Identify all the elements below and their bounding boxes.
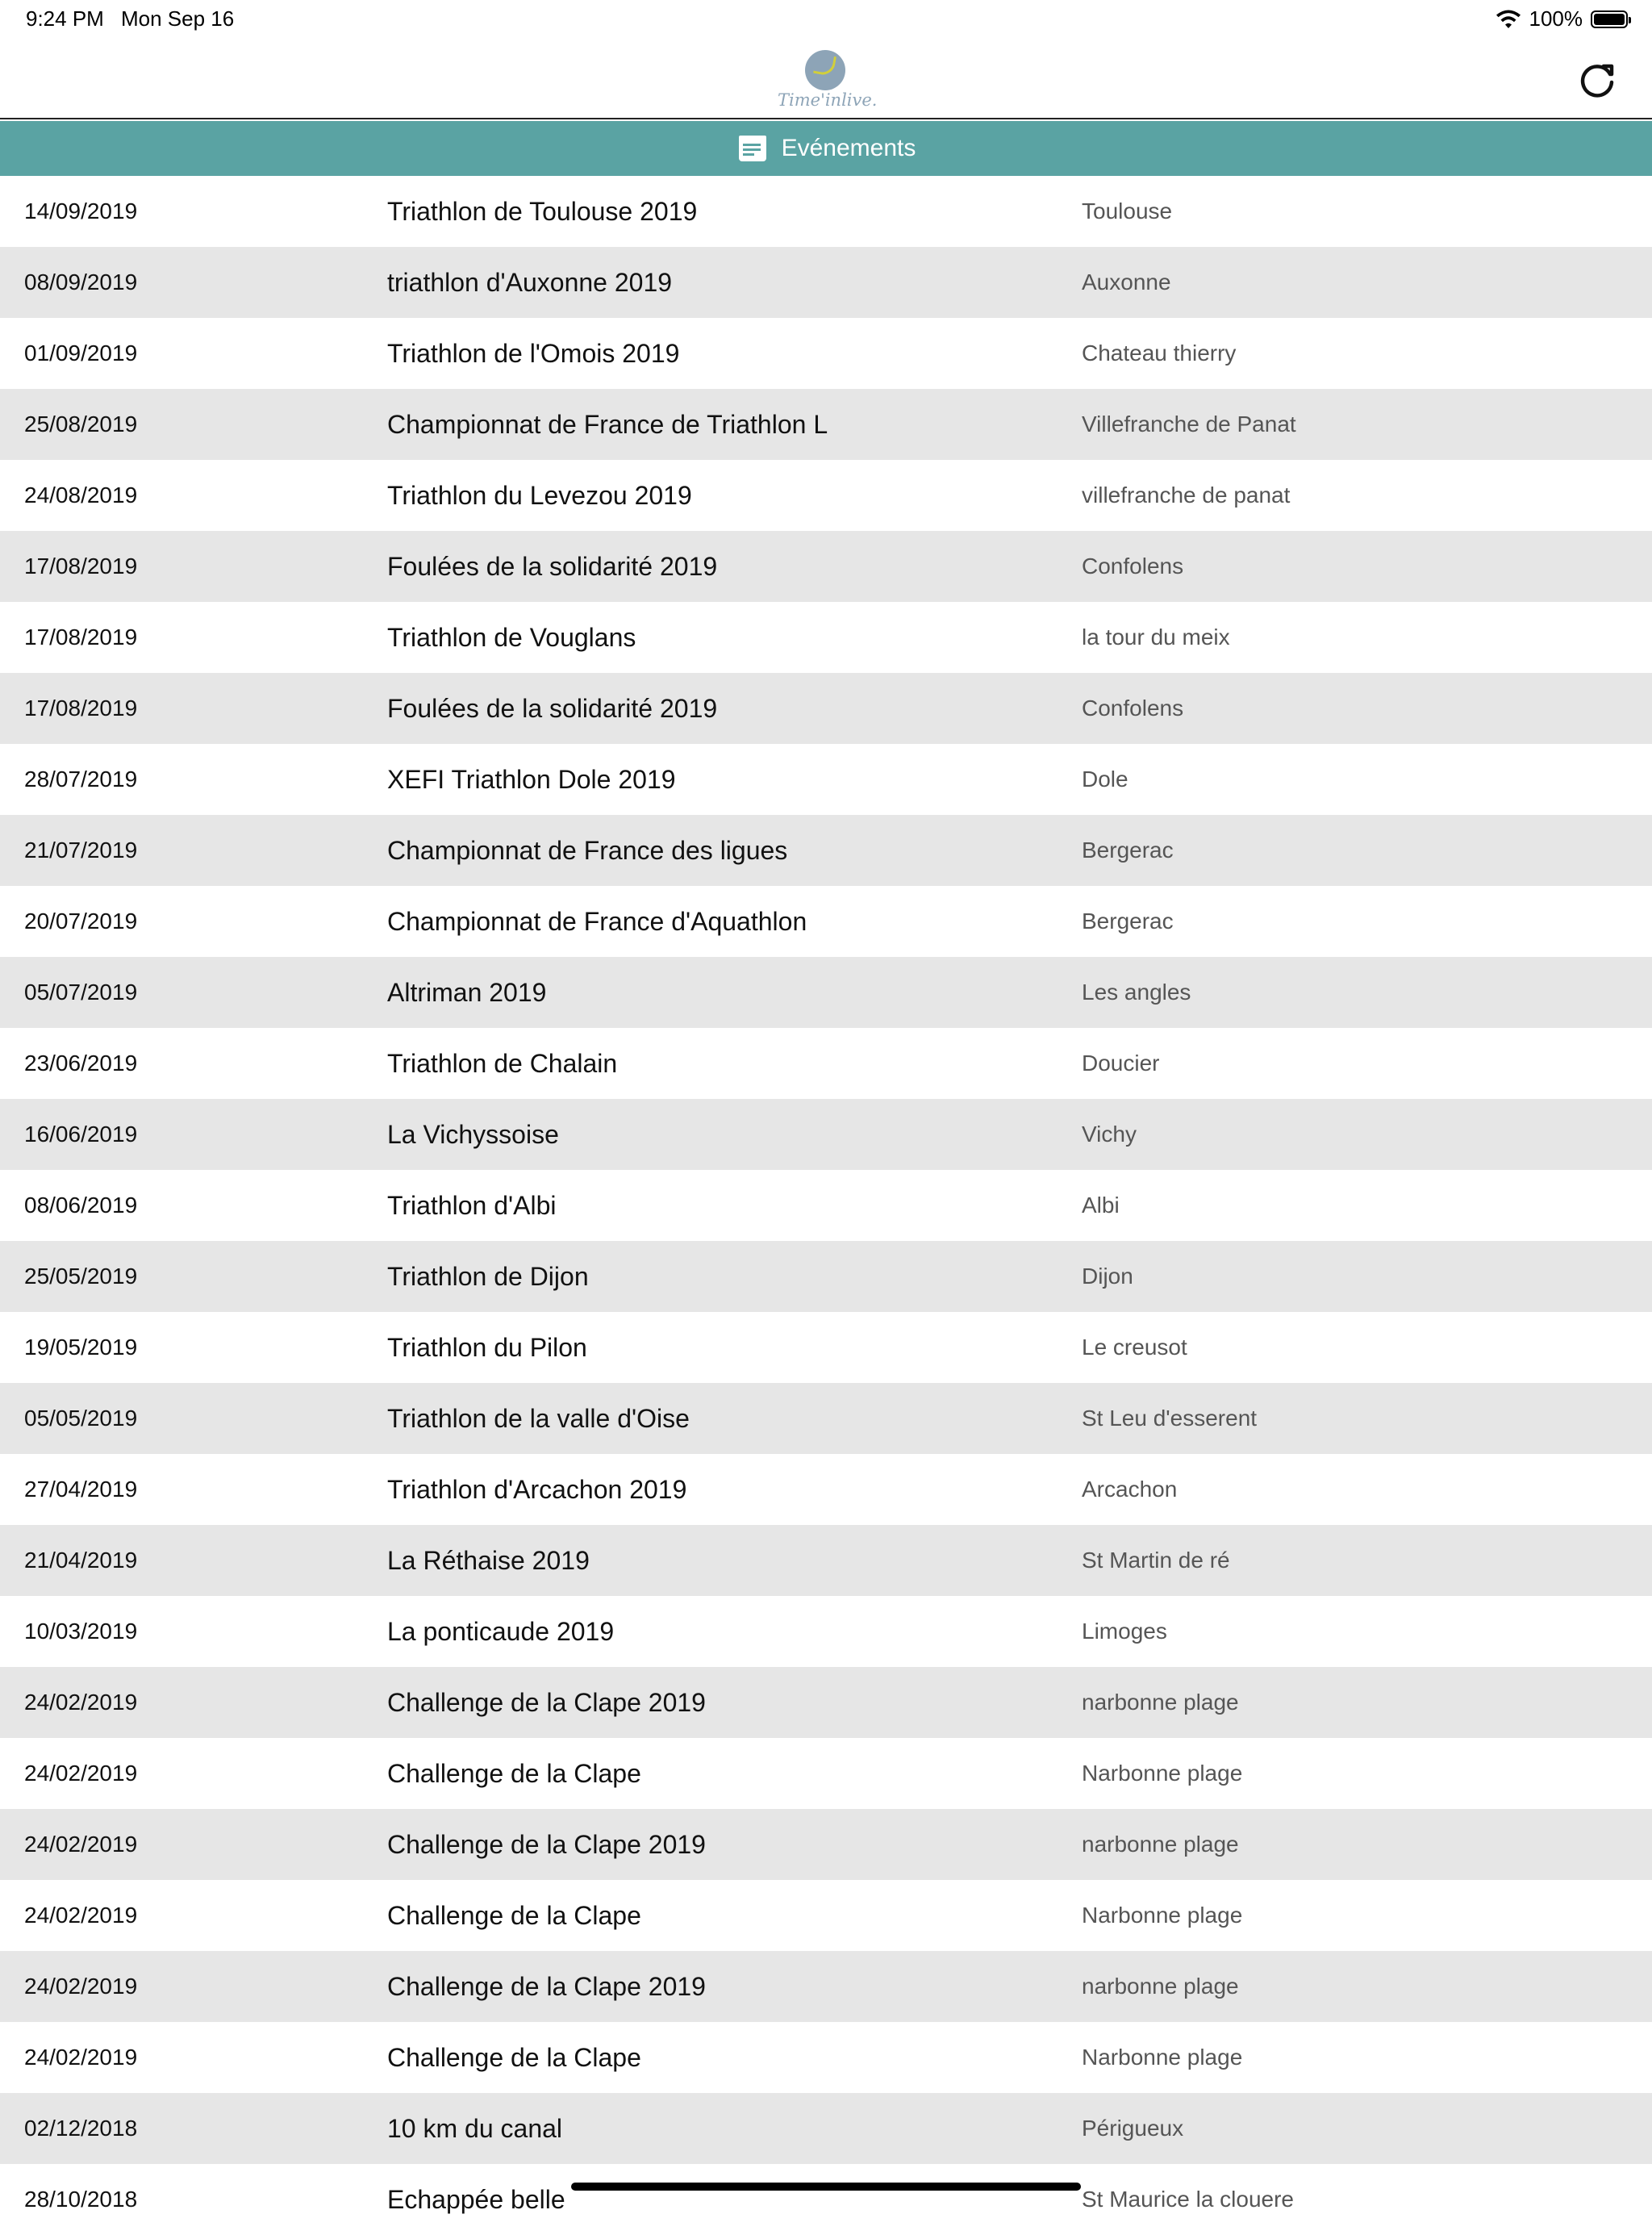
- event-city: Les angles: [1082, 980, 1191, 1005]
- event-city: Auxonne: [1082, 269, 1171, 295]
- event-name: Championnat de France des ligues: [387, 836, 788, 865]
- event-row[interactable]: [0, 531, 1652, 602]
- event-name: Foulées de la solidarité 2019: [387, 552, 718, 581]
- event-row[interactable]: [0, 602, 1652, 673]
- event-date: 08/06/2019: [24, 1193, 138, 1218]
- event-date: 24/02/2019: [24, 1974, 138, 1999]
- event-city: Albi: [1082, 1193, 1120, 1218]
- event-list: [0, 176, 1652, 2235]
- event-city: narbonne plage: [1082, 1974, 1239, 1999]
- event-date: 25/08/2019: [24, 411, 138, 437]
- event-city: Vichy: [1082, 1122, 1137, 1147]
- event-name: Challenge de la Clape: [387, 1901, 641, 1930]
- event-name: Triathlon de la valle d'Oise: [387, 1404, 690, 1433]
- app-logo: [778, 50, 878, 115]
- event-date: 01/09/2019: [24, 340, 138, 366]
- event-row[interactable]: [0, 318, 1652, 389]
- event-row[interactable]: [0, 1099, 1652, 1170]
- event-row[interactable]: [0, 886, 1652, 957]
- event-name: Foulées de la solidarité 2019: [387, 694, 718, 723]
- event-date: 05/05/2019: [24, 1406, 138, 1431]
- events-list-icon: [736, 132, 769, 165]
- event-row[interactable]: [0, 176, 1652, 247]
- event-date: 27/04/2019: [24, 1477, 138, 1502]
- event-city: Confolens: [1082, 554, 1184, 579]
- event-city: Bergerac: [1082, 909, 1174, 934]
- event-date: 24/02/2019: [24, 1832, 138, 1857]
- event-name: Championnat de France d'Aquathlon: [387, 907, 807, 936]
- event-city: narbonne plage: [1082, 1690, 1239, 1715]
- event-name: Echappée belle: [387, 2185, 565, 2214]
- event-date: 21/07/2019: [24, 838, 138, 863]
- home-indicator[interactable]: [571, 2183, 1081, 2191]
- status-bar: [0, 0, 1652, 39]
- event-city: Toulouse: [1082, 198, 1173, 224]
- status-date: Mon Sep 16: [121, 6, 235, 31]
- event-row[interactable]: [0, 744, 1652, 815]
- event-date: 17/08/2019: [24, 625, 138, 650]
- event-name: Triathlon d'Arcachon 2019: [387, 1475, 687, 1504]
- event-row[interactable]: [0, 1454, 1652, 1525]
- event-date: 24/08/2019: [24, 483, 138, 508]
- status-indicators: [1496, 6, 1629, 31]
- event-row[interactable]: [0, 2022, 1652, 2093]
- event-date: 08/09/2019: [24, 269, 138, 295]
- event-name: 10 km du canal: [387, 2114, 563, 2143]
- event-date: 05/07/2019: [24, 980, 138, 1005]
- refresh-button[interactable]: [1575, 56, 1620, 102]
- event-date: 16/06/2019: [24, 1122, 138, 1147]
- event-city: St Leu d'esserent: [1082, 1406, 1258, 1431]
- event-row[interactable]: [0, 247, 1652, 318]
- event-city: narbonne plage: [1082, 1832, 1239, 1857]
- event-name: Triathlon du Levezou 2019: [387, 481, 692, 510]
- event-name: Triathlon d'Albi: [387, 1191, 557, 1220]
- event-name: Triathlon de l'Omois 2019: [387, 339, 680, 368]
- event-date: 24/02/2019: [24, 1690, 138, 1715]
- event-name: triathlon d'Auxonne 2019: [387, 268, 673, 297]
- event-name: Triathlon de Toulouse 2019: [387, 197, 698, 226]
- section-title: Evénements: [781, 135, 916, 161]
- event-row[interactable]: [0, 1738, 1652, 1809]
- event-city: St Maurice la clouere: [1082, 2187, 1295, 2212]
- event-name: Challenge de la Clape 2019: [387, 1688, 706, 1717]
- event-date: 02/12/2018: [24, 2116, 138, 2141]
- status-time: 9:24 PM: [26, 6, 104, 31]
- event-row[interactable]: [0, 1241, 1652, 1312]
- event-date: 19/05/2019: [24, 1335, 138, 1360]
- event-date: 24/02/2019: [24, 2045, 138, 2070]
- event-date: 10/03/2019: [24, 1619, 138, 1644]
- event-city: Dole: [1082, 767, 1128, 792]
- event-city: Limoges: [1082, 1619, 1167, 1644]
- event-date: 25/05/2019: [24, 1264, 138, 1289]
- event-row[interactable]: [0, 1028, 1652, 1099]
- battery-icon: [1591, 10, 1628, 28]
- event-city: Narbonne plage: [1082, 2045, 1243, 2070]
- event-row[interactable]: [0, 1525, 1652, 1596]
- event-row[interactable]: [0, 815, 1652, 886]
- event-name: Challenge de la Clape: [387, 1759, 641, 1788]
- event-row[interactable]: [0, 2093, 1652, 2164]
- event-city: Le creusot: [1082, 1335, 1187, 1360]
- section-header: [0, 121, 1652, 176]
- nav-bar: [0, 39, 1652, 119]
- event-name: XEFI Triathlon Dole 2019: [387, 765, 676, 794]
- event-city: St Martin de ré: [1082, 1548, 1230, 1573]
- event-city: Dijon: [1082, 1264, 1133, 1289]
- event-city: Chateau thierry: [1082, 340, 1237, 366]
- event-name: La Réthaise 2019: [387, 1546, 590, 1575]
- event-name: La ponticaude 2019: [387, 1617, 615, 1646]
- event-row[interactable]: [0, 1170, 1652, 1241]
- event-date: 21/04/2019: [24, 1548, 138, 1573]
- event-name: La Vichyssoise: [387, 1120, 559, 1149]
- event-date: 17/08/2019: [24, 554, 138, 579]
- event-date: 24/02/2019: [24, 1761, 138, 1786]
- event-name: Challenge de la Clape 2019: [387, 1830, 706, 1859]
- event-row[interactable]: [0, 1809, 1652, 1880]
- event-name: Triathlon de Vouglans: [387, 623, 636, 652]
- event-name: Challenge de la Clape 2019: [387, 1972, 706, 2001]
- event-date: 17/08/2019: [24, 696, 138, 721]
- event-row[interactable]: [0, 1951, 1652, 2022]
- event-name: Triathlon du Pilon: [387, 1333, 587, 1362]
- event-city: Périgueux: [1082, 2116, 1184, 2141]
- event-row[interactable]: [0, 1312, 1652, 1383]
- event-city: Doucier: [1082, 1051, 1160, 1076]
- event-row[interactable]: [0, 460, 1652, 531]
- event-row[interactable]: [0, 1596, 1652, 1667]
- event-row[interactable]: [0, 1880, 1652, 1951]
- event-city: villefranche de panat: [1082, 483, 1291, 508]
- event-city: Narbonne plage: [1082, 1761, 1243, 1786]
- event-row[interactable]: [0, 673, 1652, 744]
- event-city: la tour du meix: [1082, 625, 1230, 650]
- event-row[interactable]: [0, 1383, 1652, 1454]
- event-city: Arcachon: [1082, 1477, 1178, 1502]
- event-city: Villefranche de Panat: [1082, 411, 1296, 437]
- event-date: 23/06/2019: [24, 1051, 138, 1076]
- event-date: 14/09/2019: [24, 198, 138, 224]
- event-date: 20/07/2019: [24, 909, 138, 934]
- battery-percentage: 100%: [1529, 6, 1583, 31]
- wifi-icon: [1496, 9, 1521, 30]
- event-city: Confolens: [1082, 696, 1184, 721]
- event-name: Triathlon de Chalain: [387, 1049, 618, 1078]
- event-row[interactable]: [0, 2164, 1652, 2235]
- event-date: 28/10/2018: [24, 2187, 138, 2212]
- event-row[interactable]: [0, 957, 1652, 1028]
- event-city: Narbonne plage: [1082, 1903, 1243, 1928]
- event-date: 24/02/2019: [24, 1903, 138, 1928]
- logo-text: Time'inlive.: [778, 90, 878, 110]
- event-name: Challenge de la Clape: [387, 2043, 641, 2072]
- event-row[interactable]: [0, 1667, 1652, 1738]
- event-date: 28/07/2019: [24, 767, 138, 792]
- event-name: Altriman 2019: [387, 978, 547, 1007]
- event-name: Triathlon de Dijon: [387, 1262, 589, 1291]
- event-city: Bergerac: [1082, 838, 1174, 863]
- event-name: Championnat de France de Triathlon L: [387, 410, 828, 439]
- event-row[interactable]: [0, 389, 1652, 460]
